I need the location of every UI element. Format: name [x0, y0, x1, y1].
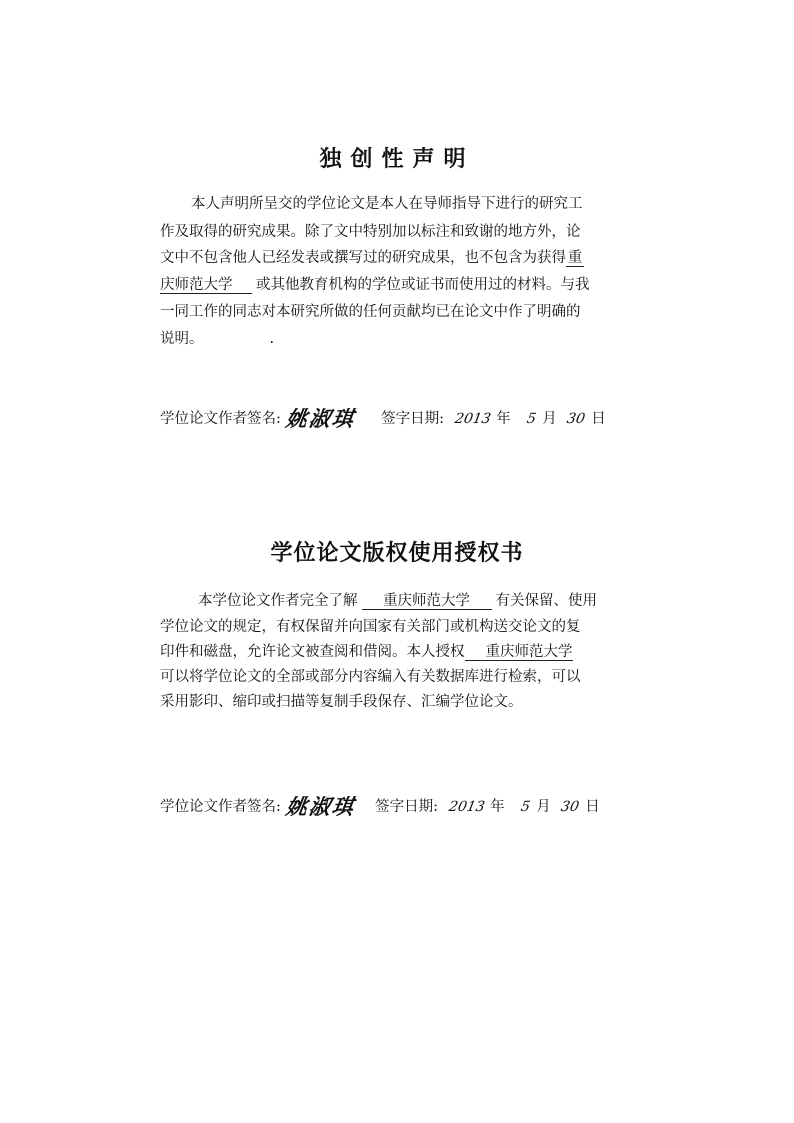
declaration-university-part-2: 庆师范大学 [160, 277, 252, 294]
date-day: 30 [565, 411, 587, 427]
month-char: 月 [542, 411, 557, 427]
declaration-line-6 [160, 329, 274, 349]
authorization-line-3-start: 印件和磁盘，允许论文被查阅和借阅。本人授权 [160, 644, 465, 660]
day-char: 日 [585, 799, 600, 815]
authorization-line-1-end: 有关保留、使用 [495, 593, 597, 609]
authorization-university-2: 重庆师范大学 [465, 644, 573, 661]
declaration-line-4 [160, 275, 590, 295]
declaration-line-1: 本人声明所呈交的学位论文是本人在导师指导下进行的研究工 [191, 196, 583, 212]
year-char: 年 [496, 411, 511, 427]
declaration-title: 独创性声明 [319, 147, 475, 172]
declaration-line-3-text: 文中不包含他人已经发表或撰写过的研究成果，也不包含为获得 [160, 250, 566, 266]
date-year: 2013 [453, 411, 492, 427]
date-day: 30 [559, 799, 581, 815]
year-char: 年 [490, 799, 505, 815]
handwritten-signature: 姚淑琪 [283, 406, 357, 431]
declaration-line-2: 作及取得的研究成果。除了文中特别加以标注和致谢的地方外，论 [160, 224, 581, 240]
authorization-signature-row [160, 795, 600, 819]
handwritten-signature: 姚淑琪 [283, 794, 357, 819]
stray-dot: . [269, 331, 275, 347]
authorization-line-1-start: 本学位论文作者完全了解 [198, 593, 358, 609]
month-char: 月 [536, 799, 551, 815]
authorization-line-3 [160, 642, 573, 662]
authorization-university-1: 重庆师范大学 [362, 593, 492, 610]
declaration-line-6-text: 说明。 [160, 331, 204, 347]
authorization-line-2: 学位论文的规定，有权保留并向国家有关部门或机构送交论文的复 [160, 619, 581, 635]
declaration-line-4-text: 或其他教育机构的学位或证书而使用过的材料。与我 [256, 277, 590, 293]
signature-label: 学位论文作者签名: [160, 799, 281, 815]
declaration-line-5: 一同工作的同志对本研究所做的任何贡献均已在论文中作了明确的 [160, 304, 581, 320]
authorization-line-5: 采用影印、缩印或扫描等复制手段保存、汇编学位论文。 [160, 694, 523, 710]
date-month: 5 [519, 799, 532, 815]
declaration-signature-row [160, 407, 606, 431]
declaration-line-3 [160, 248, 584, 268]
date-month: 5 [525, 411, 538, 427]
declaration-university-part-1: 重 [567, 250, 583, 266]
date-label: 签字日期: [375, 799, 438, 815]
authorization-line-1 [198, 591, 597, 611]
authorization-title: 学位论文版权使用授权书 [270, 541, 524, 566]
authorization-line-4: 可以将学位论文的全部或部分内容编入有关数据库进行检索，可以 [160, 669, 581, 685]
date-year: 2013 [447, 799, 486, 815]
day-char: 日 [591, 411, 606, 427]
signature-label: 学位论文作者签名: [160, 411, 281, 427]
date-label: 签字日期: [381, 411, 444, 427]
